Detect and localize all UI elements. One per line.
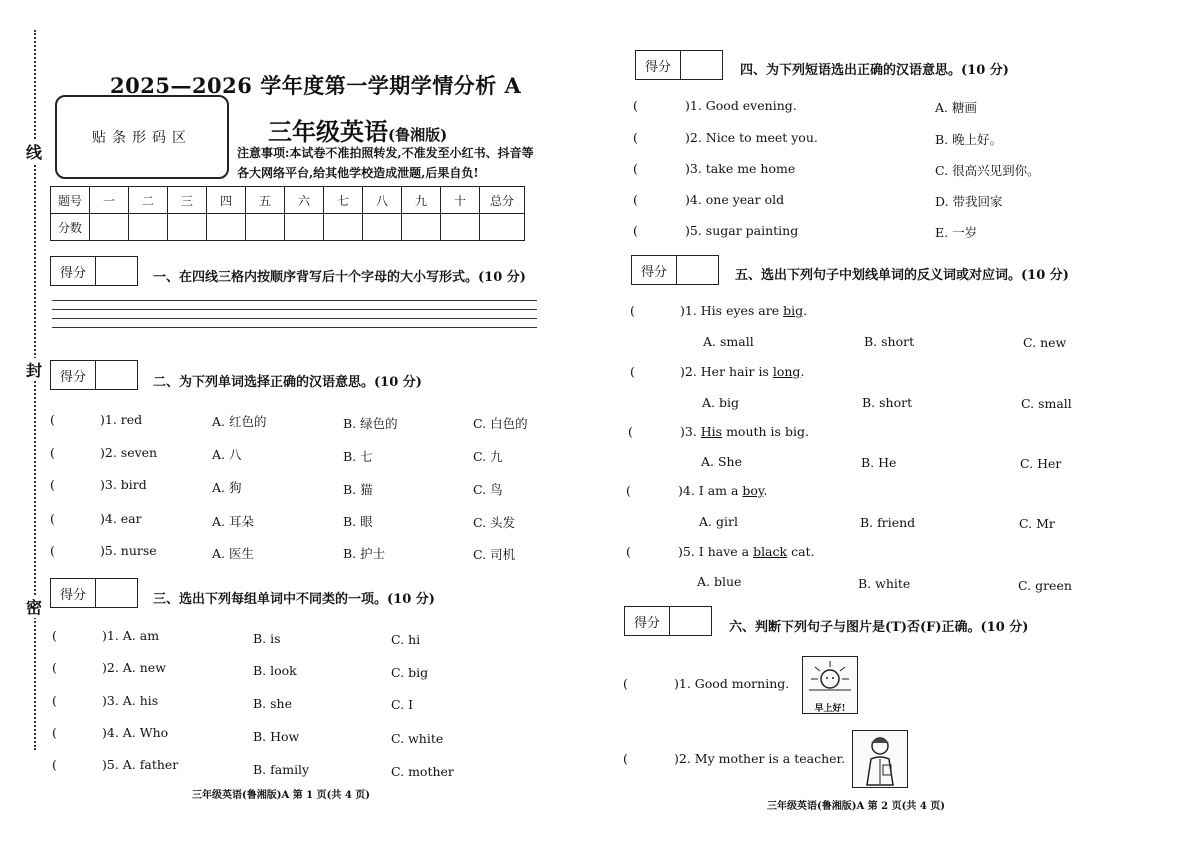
q-text-pre: )1. His eyes are [680,303,784,318]
answer-paren[interactable]: ( [630,364,635,379]
score-cell: 题号 [51,187,90,214]
option-a: A. 狗 [212,480,242,495]
answer-paren[interactable]: ( [52,628,57,643]
option-c: C. hi [391,632,421,647]
sun-icon [803,657,857,697]
score-cell: 六 [285,187,324,214]
score-cell: 四 [207,187,246,214]
section-5-title: 五、选出下列句子中划线单词的反义词或对应词。(10 分) [735,268,1069,283]
answer-paren[interactable]: ( [633,161,638,176]
four-line-grid[interactable] [52,300,537,336]
answer-paren[interactable]: ( [50,511,55,526]
option-c: C. Mr [1019,516,1055,531]
score-input-cell[interactable] [129,214,168,241]
option-c: C. 鸟 [473,482,503,497]
score-input-cell[interactable] [285,214,324,241]
question-text: )3. A. his [102,693,159,708]
score-table-header-row [51,187,525,214]
option-text: D. 带我回家 [935,194,1003,209]
option-b: B. 猫 [343,482,373,497]
section-4-title: 四、为下列短语选出正确的汉语意思。(10 分) [740,63,1009,78]
sun-picture [802,656,858,714]
q-text-post: cat. [787,544,815,559]
score-input-cell[interactable] [363,214,402,241]
score-label: 得分 [51,257,96,285]
answer-paren[interactable]: ( [633,223,638,238]
score-input-cell[interactable] [324,214,363,241]
score-table-score-row [51,214,525,241]
option-c: C. green [1018,578,1072,593]
option-a: A. girl [699,514,738,529]
answer-paren[interactable]: ( [633,192,638,207]
pic-caption: 早上好! [814,704,846,714]
option-b: B. short [862,395,913,410]
barcode-area: 贴条形码区 [55,95,229,179]
subject-title [268,112,447,147]
score-label: 得分 [632,256,677,284]
answer-paren[interactable]: ( [623,751,628,766]
section-2-title: 二、为下列单词选择正确的汉语意思。(10 分) [153,375,422,390]
score-label: 得分 [625,607,670,635]
teacher-icon [853,731,907,787]
answer-paren[interactable]: ( [630,303,635,318]
option-b: B. look [253,663,297,678]
question-text: )2. A. new [102,660,166,675]
option-text: A. 糖画 [935,100,977,115]
answer-paren[interactable]: ( [626,483,631,498]
option-a: A. 耳朵 [212,514,254,529]
score-cell: 五 [246,187,285,214]
score-cell: 总分 [480,187,525,214]
underlined-word: long [772,364,801,379]
option-a: A. small [703,334,754,349]
underlined-word: His [700,424,723,439]
score-label: 得分 [636,51,681,79]
option-text: C. 很高兴见到你。 [935,163,1040,178]
question-text [678,483,767,498]
score-input-cell[interactable] [90,214,129,241]
score-input-cell[interactable] [168,214,207,241]
option-c: C. big [391,665,429,680]
option-b: B. is [253,631,281,646]
option-b: B. she [253,696,292,711]
section-1-title: 一、在四线三格内按顺序背写后十个字母的大小写形式。(10 分) [153,270,526,285]
question-text: )5. A. father [102,757,179,772]
question-text: )1. Good evening. [685,98,797,113]
q-text-pre: )3. [680,424,701,439]
score-cell: 分数 [51,214,90,241]
option-c: C. 白色的 [473,416,528,431]
page-footer: 三年级英语(鲁湘版)A 第 2 页(共 4 页) [767,801,946,812]
option-b: B. short [864,334,915,349]
score-label: 得分 [51,361,96,389]
score-cell: 十 [441,187,480,214]
option-b: B. friend [860,515,916,530]
question-text: )1. red [100,412,143,427]
option-c: C. 九 [473,449,503,464]
option-a: A. 八 [212,447,242,462]
option-b: B. white [858,576,911,591]
option-c: C. mother [391,764,454,779]
question-text: )2. seven [100,445,158,460]
option-b: B. 七 [343,449,373,464]
option-c: C. Her [1020,456,1062,471]
answer-paren[interactable]: ( [633,98,638,113]
option-b: B. 绿色的 [343,416,398,431]
answer-paren[interactable]: ( [623,676,628,691]
question-text [680,364,804,379]
section-score-box [50,256,138,286]
option-c: C. 头发 [473,515,516,530]
score-input-cell[interactable] [441,214,480,241]
option-b: B. How [253,729,300,744]
q-text-pre: )2. Her hair is [680,364,773,379]
answer-paren[interactable]: ( [52,693,57,708]
score-input-cell[interactable] [402,214,441,241]
option-c: C. 司机 [473,547,516,562]
option-b: B. He [861,455,897,470]
score-cell: 三 [168,187,207,214]
question-text [678,544,815,559]
answer-paren[interactable]: ( [628,424,633,439]
option-text: B. 晚上好。 [935,132,1003,147]
question-text [680,424,809,439]
underlined-word: big [783,303,804,318]
question-text: )3. take me home [685,161,796,176]
question-text: )4. one year old [685,192,785,207]
answer-paren[interactable]: ( [52,757,57,772]
score-cell: 九 [402,187,441,214]
option-c: C. I [391,697,414,712]
option-a: A. blue [697,574,742,589]
option-b: B. 护士 [343,546,386,561]
answer-paren[interactable]: ( [626,544,631,559]
side-char-feng: 封 [26,358,42,381]
subject-edition: (鲁湘版) [388,126,448,144]
score-label: 得分 [51,579,96,607]
notice-text: 注意事项:本试卷不准拍照转发,不准发至小红书、抖音等各大网络平台,给其他学校造成泄题,后果自负! [237,146,534,180]
section-score-box [635,50,723,80]
q-text-post: . [800,364,805,379]
section-score-box [50,360,138,390]
answer-paren[interactable]: ( [52,660,57,675]
option-b: B. family [253,762,310,777]
score-input-cell[interactable] [246,214,285,241]
side-char-xian: 线 [26,140,42,163]
q-text-post: mouth is big. [722,424,809,439]
score-cell: 八 [363,187,402,214]
question-text: )3. bird [100,477,147,492]
answer-paren[interactable]: ( [50,543,55,558]
question-text: )2. Nice to meet you. [685,130,818,145]
answer-paren[interactable]: ( [52,725,57,740]
question-text: )4. A. Who [102,725,169,740]
answer-paren[interactable]: ( [50,412,55,427]
question-text: )1. Good morning. [674,676,790,691]
score-cell: 七 [324,187,363,214]
q-text-post: . [763,483,768,498]
subject-name: 三年级英语 [268,117,388,146]
option-text: E. 一岁 [935,225,978,240]
teacher-picture [852,730,908,788]
binding-line [34,30,36,750]
option-c: C. white [391,731,444,746]
section-score-box [631,255,719,285]
exam-title: 2025—2026 学年度第一学期学情分析 A [110,73,522,98]
score-input-cell[interactable] [207,214,246,241]
option-c: C. small [1021,396,1072,411]
option-c: C. new [1023,335,1067,350]
section-score-box [624,606,712,636]
side-char-mi: 密 [26,595,42,618]
q-text-pre: )4. I am a [678,483,743,498]
page-footer: 三年级英语(鲁湘版)A 第 1 页(共 4 页) [192,790,371,801]
underlined-word: boy [742,483,764,498]
section-score-box [50,578,138,608]
q-text-pre: )5. I have a [678,544,754,559]
underlined-word: black [753,544,788,559]
question-text: )1. A. am [102,628,160,643]
question-text: )5. sugar painting [685,223,799,238]
answer-paren[interactable]: ( [50,445,55,460]
option-b: B. 眼 [343,514,373,529]
option-a: A. She [701,454,742,469]
question-text: )5. nurse [100,543,157,558]
answer-paren[interactable]: ( [633,130,638,145]
option-a: A. 医生 [212,546,254,561]
question-text [680,303,807,318]
section-3-title: 三、选出下列每组单词中不同类的一项。(10 分) [153,592,435,607]
score-table [50,186,525,241]
score-cell: 一 [90,187,129,214]
option-a: A. big [702,395,739,410]
score-input-cell[interactable] [480,214,525,241]
question-text: )4. ear [100,511,142,526]
question-text: )2. My mother is a teacher. [674,751,846,766]
section-6-title: 六、判断下列句子与图片是(T)否(F)正确。(10 分) [729,620,1029,635]
answer-paren[interactable]: ( [50,477,55,492]
option-a: A. 红色的 [212,414,267,429]
score-cell: 二 [129,187,168,214]
q-text-post: . [803,303,808,318]
